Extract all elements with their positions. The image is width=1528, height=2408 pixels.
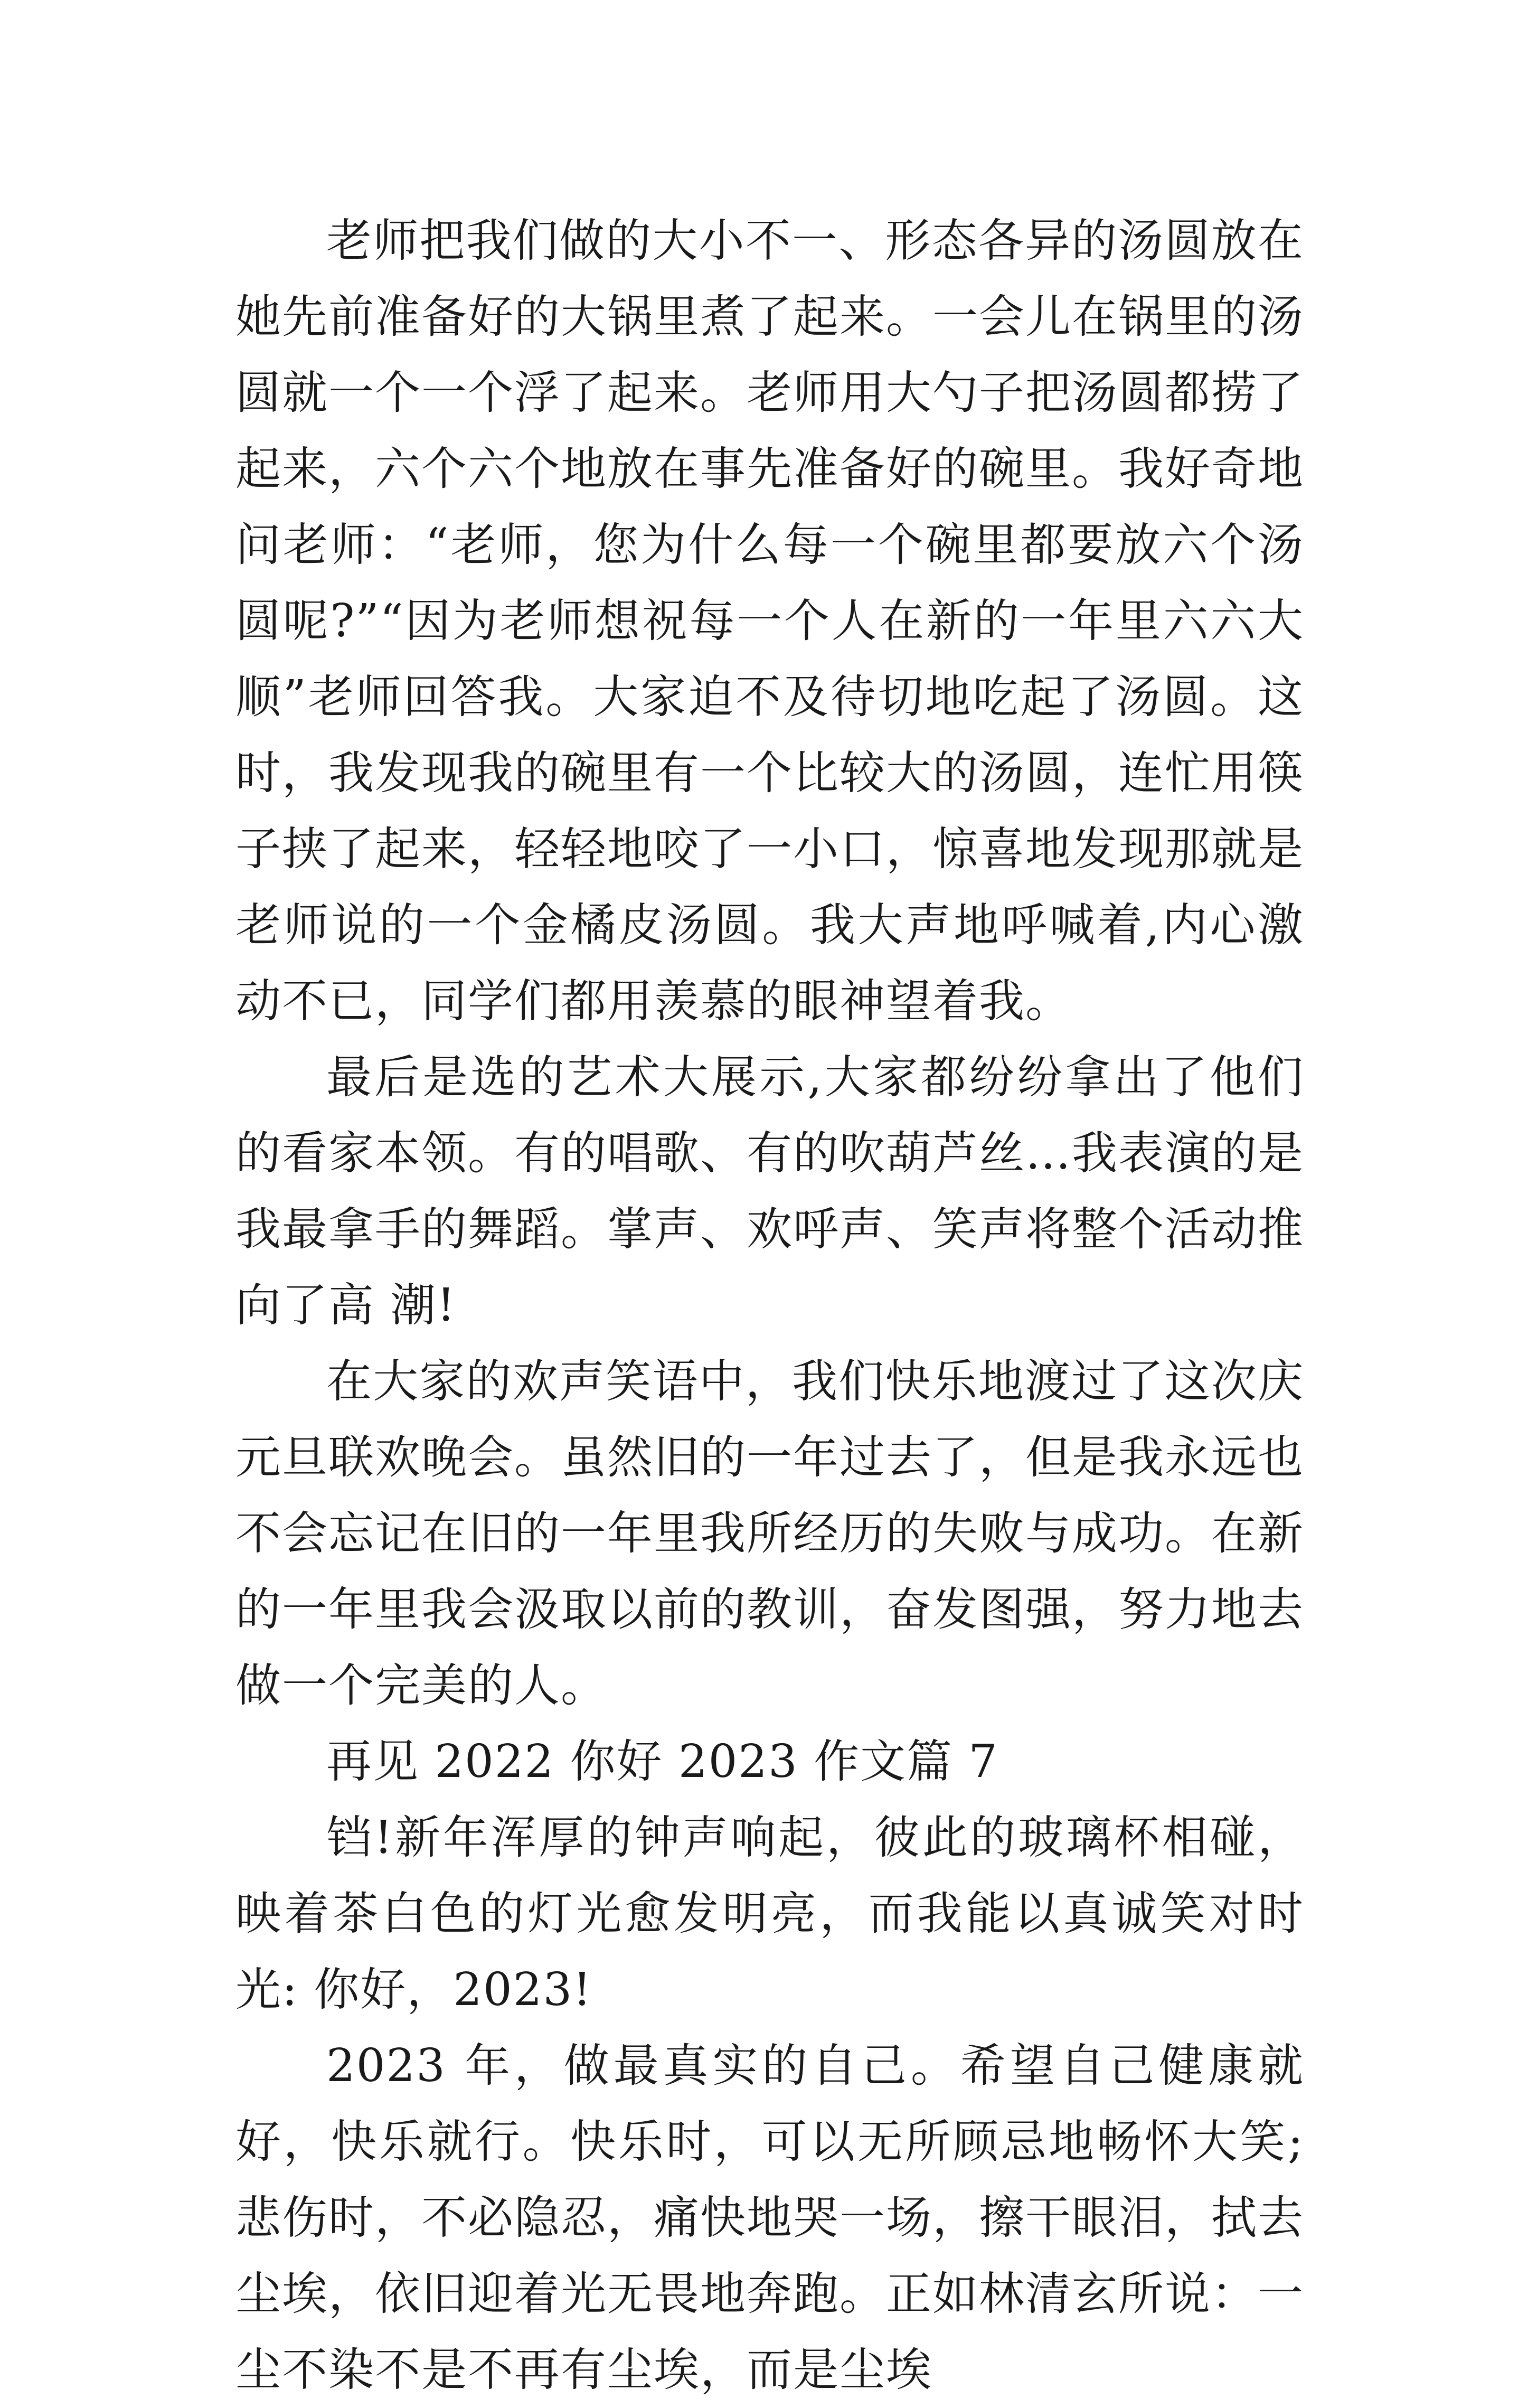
paragraph-3: 在大家的欢声笑语中，我们快乐地渡过了这次庆元旦联欢晚会。虽然旧的一年过去了，但是我永远也不会忘记在旧的一年里我所经历的失败与成功。在新的一年里我会汲取以前的教训，奋发图强，努力地去做一个完美的人。 <box>235 1355 1304 1712</box>
paragraph-5: 2023 年，做最真实的自己。希望自己健康就好，快乐就行。快乐时，可以无所顾忌地畅怀大笑;悲伤时，不必隐忍，痛快地哭一场，擦干眼泪，拭去尘埃，依旧迎着光无畏地奔跑。正如林清玄所说：一尘不染不是不再有尘埃，而是尘埃 <box>235 2039 1304 2396</box>
paragraph-2: 最后是选的艺术大展示,大家都纷纷拿出了他们的看家本领。有的唱歌、有的吹葫芦丝…我表演的是我最拿手的舞蹈。掌声、欢呼声、笑声将整个活动推向了高 潮! <box>235 1051 1304 1332</box>
section-heading: 再见 2022 你好 2023 作文篇 7 <box>326 1735 999 1788</box>
paragraph-4: 铛!新年浑厚的钟声响起，彼此的玻璃杯相碰，映着茶白色的灯光愈发明亮，而我能以真诚笑对时光: 你好，2023! <box>235 1811 1304 2016</box>
paragraph-1: 老师把我们做的大小不一、形态各异的汤圆放在她先前准备好的大锅里煮了起来。一会儿在锅里的汤圆就一个一个浮了起来。老师用大勺子把汤圆都捞了起来，六个六个地放在事先准备好的碗里。我好奇地问老师：“老师，您为什么每一个碗里都要放六个汤圆呢?”“因为老师想祝每一个人在新的一年里六六大顺”老师回答我。大家迫不及待切地吃起了汤圆。这时，我发现我的碗里有一个比较大的汤圆，连忙用筷子挟了起来，轻轻地咬了一小口，惊喜地发现那就是老师说的一个金橘皮汤圆。我大声地呼喊着,内心激动不已，同学们都用羡慕的眼神望着我。 <box>235 214 1304 1028</box>
document-body <box>235 203 1304 2408</box>
